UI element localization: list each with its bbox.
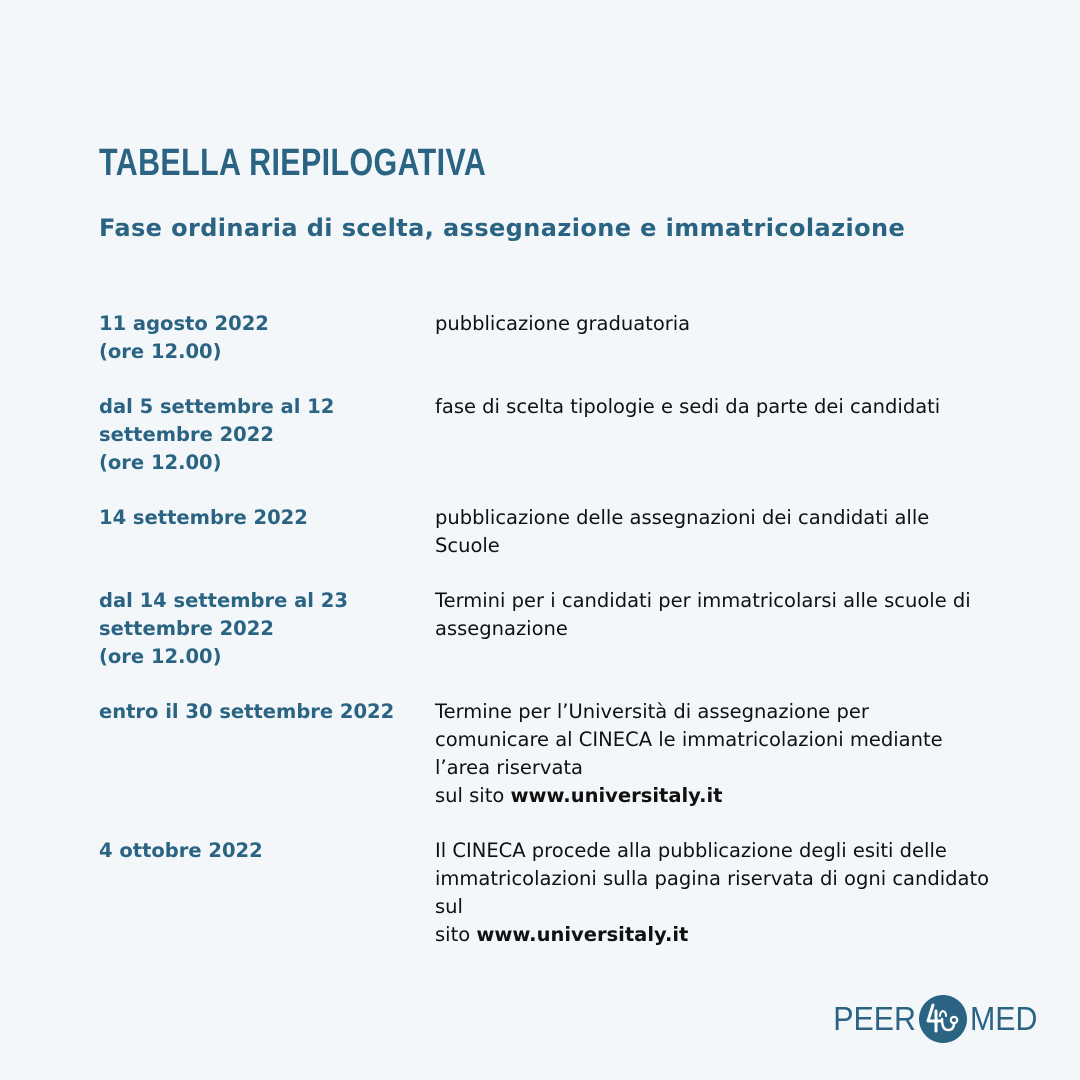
date-line: dal 14 settembre al 23 [99, 589, 348, 612]
page-title: TABELLA RIEPILOGATIVA [99, 142, 487, 184]
date-line: dal 5 settembre al 12 [99, 395, 335, 418]
table-row [99, 698, 1034, 810]
row-description [435, 310, 1025, 366]
row-description [435, 393, 1025, 477]
link-prefix: sito [435, 923, 477, 946]
description-line: pubblicazione delle assegnazioni dei candidati alle [435, 506, 930, 529]
description-line: Scuole [435, 534, 500, 557]
table-row [99, 587, 1034, 671]
row-description [435, 587, 1025, 671]
date-line: settembre 2022 [99, 423, 274, 446]
universitaly-link[interactable]: www.universitaly.it [510, 784, 723, 807]
peer4med-logo [826, 992, 1043, 1046]
date-line: 14 settembre 2022 [99, 506, 308, 529]
date-line: entro il 30 settembre 2022 [99, 700, 395, 723]
row-date [99, 837, 435, 949]
page-subtitle: Fase ordinaria di scelta, assegnazione e immatricolazione [99, 214, 906, 242]
link-line [435, 782, 1025, 810]
date-line: 4 ottobre 2022 [99, 839, 263, 862]
row-date [99, 504, 435, 560]
stethoscope-4-icon [918, 994, 968, 1044]
link-prefix: sul sito [435, 784, 511, 807]
table-row [99, 837, 1034, 949]
date-line: (ore 12.00) [99, 340, 222, 363]
date-line: 11 agosto 2022 [99, 312, 269, 335]
row-description [435, 837, 1025, 949]
row-description [435, 698, 1025, 810]
table-row [99, 393, 1034, 477]
description-line: Il CINECA procede alla pubblicazione degli esiti delle [435, 839, 947, 862]
row-date [99, 587, 435, 671]
row-date [99, 698, 435, 810]
date-line: settembre 2022 [99, 617, 274, 640]
description-line: sul [435, 895, 463, 918]
table-row [99, 310, 1034, 366]
row-description [435, 504, 1025, 560]
date-line: (ore 12.00) [99, 451, 222, 474]
table-row [99, 504, 1034, 560]
date-line: (ore 12.00) [99, 645, 222, 668]
row-date [99, 393, 435, 477]
description-line: comunicare al CINECA le immatricolazioni mediante [435, 728, 943, 751]
description-line: l’area riservata [435, 756, 583, 779]
description-line: Termine per l’Università di assegnazione per [435, 700, 869, 723]
logo-text-med: MED [969, 1000, 1038, 1037]
description-line: immatricolazioni sulla pagina riservata di ogni candidato [435, 867, 990, 890]
description-line: assegnazione [435, 617, 568, 640]
description-line: pubblicazione graduatoria [435, 312, 691, 335]
logo-text-peer: PEER [833, 1000, 916, 1037]
universitaly-link[interactable]: www.universitaly.it [476, 923, 689, 946]
row-date [99, 310, 435, 366]
link-line [435, 921, 1025, 949]
schedule-table [99, 310, 1034, 949]
description-line: fase di scelta tipologie e sedi da parte dei candidati [435, 395, 941, 418]
description-line: Termini per i candidati per immatricolarsi alle scuole di [435, 589, 971, 612]
